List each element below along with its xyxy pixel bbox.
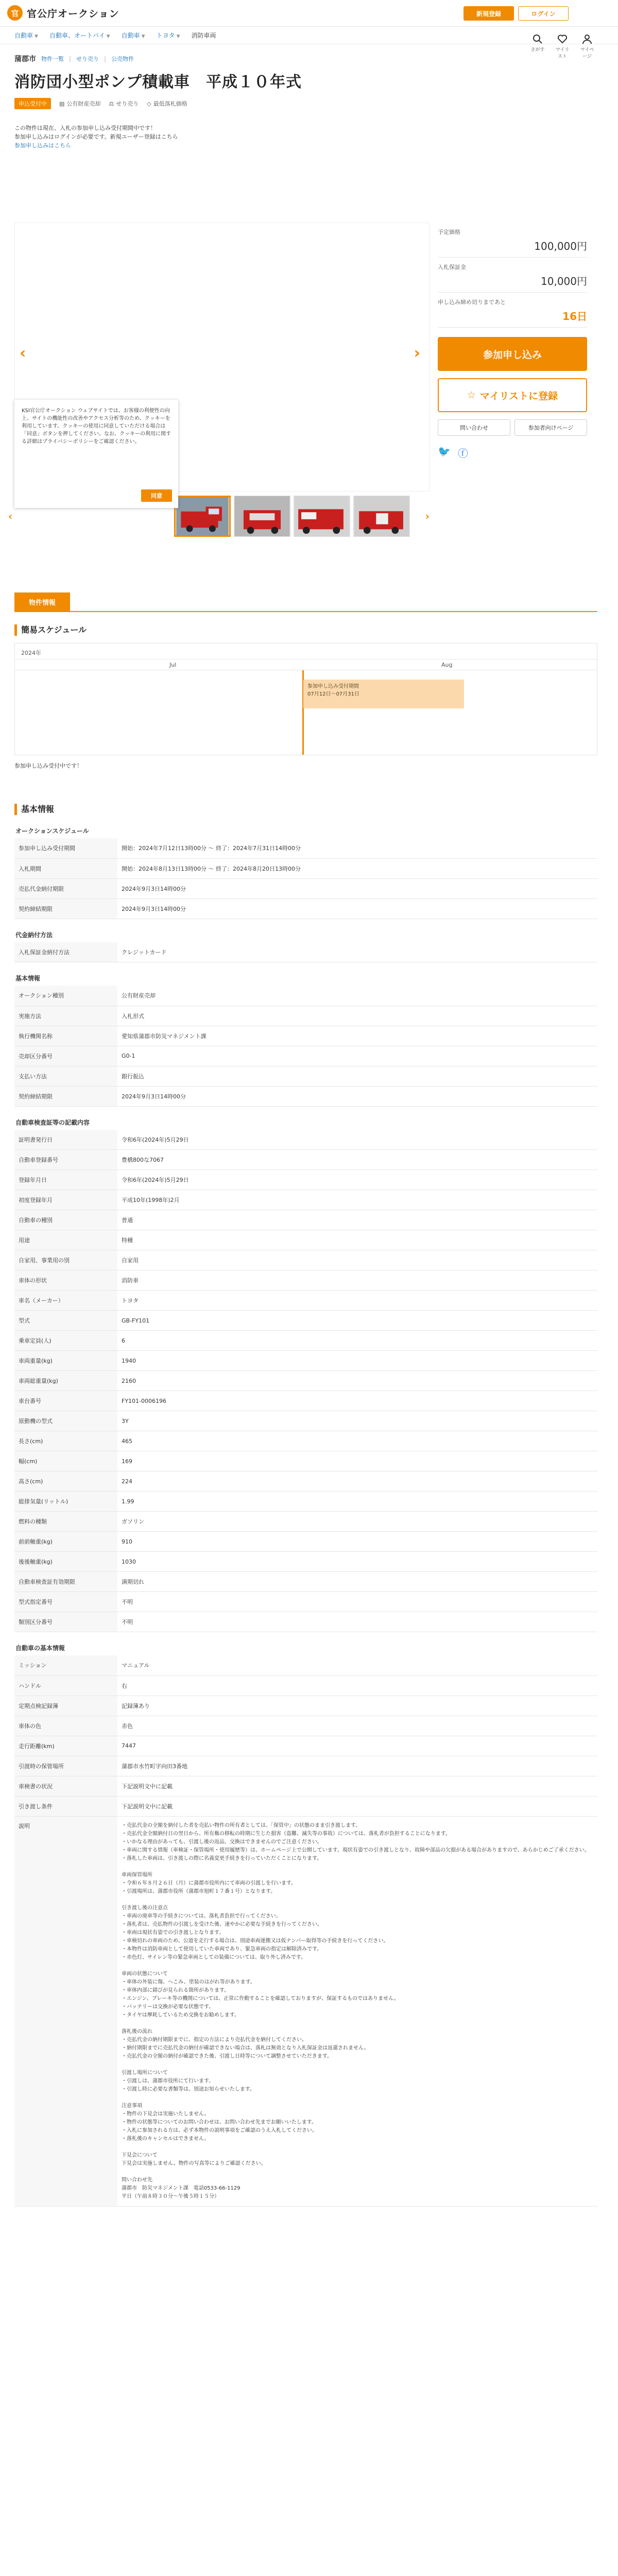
table-row [14,1592,597,1612]
row-key: 自動車の種別 [14,1210,117,1230]
info-table [14,1655,597,1817]
table-row [14,1190,597,1210]
row-key: ハンドル [14,1675,117,1696]
info-groups [14,826,597,1817]
contact-button[interactable]: 問い合わせ [438,419,510,436]
table-row [14,1655,597,1675]
row-value: 入札形式 [117,1006,597,1026]
header-search-label: さがす [530,47,545,53]
login-button[interactable]: ログイン [518,6,569,21]
breadcrumb [14,54,604,64]
row-value: 3Y [117,1411,597,1431]
row-value: 1.99 [117,1492,597,1512]
row-value: 1030 [117,1552,597,1572]
row-key: 後後軸重(kg) [14,1552,117,1572]
category-nav-item[interactable] [157,31,180,40]
apply-link[interactable]: 参加申し込みはこちら [14,142,71,149]
status-badge: 申込受付中 [14,98,51,109]
group-title: 代金納付方法 [15,931,53,939]
participant-page-button[interactable]: 参加者向けページ [514,419,587,436]
row-value: 令和6年(2024年)5月29日 [117,1130,597,1150]
table-row [14,899,597,919]
table-row [14,1796,597,1816]
timeline-bar-title: 参加申し込み受付期間 [307,684,359,689]
row-value: マニュアル [117,1655,597,1675]
thumbnail[interactable] [234,496,290,537]
row-key: 定期点検記録簿 [14,1696,117,1716]
meta-item-label: せり売り [116,100,139,107]
info-table [14,1130,597,1633]
row-value: 満期切れ [117,1572,597,1592]
schedule-timeline [14,643,597,755]
category-nav-label: 自動車、オートバイ [49,32,105,39]
table-row [14,1006,597,1026]
info-table [14,942,597,963]
table-row [14,1411,597,1431]
thumbnail[interactable] [294,496,350,537]
category-nav-label: トヨタ [156,32,175,39]
header-mylist-label: マイリスト [555,47,570,59]
row-value: 蒲郡市水竹町字向田3番地 [117,1756,597,1776]
row-value: 2024年9月3日14時00分 [117,899,597,919]
group-title: 自動車の基本情報 [15,1645,65,1652]
deposit-label: 入札保証金 [438,264,466,270]
bid-panel [438,223,587,460]
table-row [14,1716,597,1736]
row-value: 右 [117,1675,597,1696]
row-key: 総排気量(リットル) [14,1492,117,1512]
next-photo-button[interactable]: › [414,344,420,362]
table-row [14,1086,597,1106]
category-nav-label: 自動車 [14,32,33,39]
timeline-bar [303,680,464,708]
row-value: 465 [117,1431,597,1451]
table-row [14,1696,597,1716]
row-value: 下記説明文中に記載 [117,1776,597,1796]
chevron-down-icon: ▼ [176,34,180,39]
row-key: 前前軸重(kg) [14,1532,117,1552]
row-key: 長さ(cm) [14,1431,117,1451]
row-value: 224 [117,1471,597,1492]
row-value: 愛知県蒲郡市防災マネジメント課 [117,1026,597,1046]
table-row [14,1776,597,1796]
fire-truck-photo [294,496,350,536]
row-key: 車両重量(kg) [14,1351,117,1371]
row-key: 自動車検査証有効期限 [14,1572,117,1592]
table-row [14,1451,597,1471]
table-row [14,1046,597,1066]
info-table [14,838,597,919]
apply-notice [14,124,604,150]
row-value: 特種 [117,1230,597,1250]
fire-truck-photo [354,496,409,536]
row-key: 初度登録年月 [14,1190,117,1210]
table-row [14,1150,597,1170]
logo-text: 官公庁オークション [27,8,119,20]
row-value: 普通 [117,1210,597,1230]
row-key: 自家用、事業用の別 [14,1250,117,1270]
row-value: FY101-0006196 [117,1391,597,1411]
table-row [14,1210,597,1230]
cookie-text: KSI官公庁オークション ウェブサイトでは、お客様の利便性の向上、サイトの機能性の改善やアクセス分析等のため、クッキーを利用しています。クッキーの使用に同意していただける場合は「同意」ボタンを押してください。なお、クッキーの利用に関する詳細はプライバシーポリシーをご確認ください。 [22,408,171,445]
table-row [14,1230,597,1250]
row-key: 証明書発行日 [14,1130,117,1150]
table-row [14,1675,597,1696]
row-value: 1940 [117,1351,597,1371]
table-row [14,1351,597,1371]
row-key: 契約締結期限 [14,899,117,919]
row-value: 銀行振込 [117,1066,597,1086]
row-key: 参加申し込み受付期間 [14,838,117,858]
breadcrumb-item[interactable]: せり売り [76,56,99,62]
table-row [14,1130,597,1150]
meta-item-label: 最低落札価格 [153,100,187,107]
timeline-months [15,659,597,670]
description-text: ・売払代金の全額を納付した者を売払い物件の所有者としては、「保管中」の状態のまま引き渡します。 ・売払代金全額納付日の翌日から、所有権の移転の時期に生じた損害（盗難、滅失等の事故）については、落札者が負担することになります。 ・いかなる理由があっても、引渡し後の返品、交換はできませんのでご注意ください。 ・車両に関する情報（車検証・保管場所・使用履歴等）は、ホームページ上で公開しています。現状有姿での引き渡しとなり、故障や部品の欠損がある場合がありますので、あらかじめご了承ください。 ・落札した車両は、引き渡しの際に名義変更手続きを行っていただくことになります。 車両保管場所 ・令和６年８月２６日（月）に蒲郡市役所内にて車両の引渡しを行います。 ・引渡場所は、蒲郡市役所（蒲郡市旭町１７番１号）となります。 引き渡し後の注意点 ・車両の廃車等の手続きについては、落札者負担で行ってください。 ・落札者は、売払物件の引渡しを受けた後、速やかに必要な手続きを行ってください。 ・車両は現状有姿での引き渡しとなります。 ・車検切れの車両のため、公道を走行する場合は、別途車両運搬又は仮ナンバー取得等の手続きを行ってください。 ・本物件は消防車両として使用していた車両であり、緊急車両の指定は解除済みです。 ・赤色灯、サイレン等の緊急車両としての装備については、取り外し済みです。 車両の状態について ・車体の外装に傷、へこみ、塗装のはがれ等があります。 ・車体内部に錆びが見られる箇所があります。 ・エンジン、ブレーキ等の機関については、正常に作動することを確認しておりますが、保証するものではありません。 ・バッテリーは交換が必要な状態です。 ・タイヤは摩耗しているため交換をお勧めします。 落札後の流れ ・売払代金の納付期限までに、指定の方法により売払代金を納付してください。 ・納付期限までに売払代金の納付が確認できない場合は、落札は無効となり入札保証金は返還されません。 ・売払代金の全額の納付が確認できた後、引渡し日時等について調整させていただきます。 引渡し場所について ・引渡しは、蒲郡市役所にて行います。 ・引渡し時に必要な書類等は、別途お知らせいたします。 注意事項 ・物件の下見会は実施いたしません。 ・物件の状態等についてのお問い合わせは、お問い合わせ先までお願いいたします。 ・入札に参加される方は、必ず本物件の説明事項をご確認のうえ入札してください。 ・落札後のキャンセルはできません。 下見会について 下見会は実施しません。物件の写真等によりご確認ください。 問い合わせ先 蒲郡市 防災マネジメント課 電話0533-66-1129 平日（午前８時３０分～午後５時１５分） [122,1822,590,2199]
gavel-icon: ⚖ [109,100,114,107]
breadcrumb-item[interactable]: 物件一覧 [41,56,64,62]
breadcrumb-item[interactable]: 公売物件 [111,56,134,62]
category-nav-label: 自動車 [121,32,140,39]
row-value: 6 [117,1331,597,1351]
row-key: 入札期間 [14,858,117,878]
row-value: 2160 [117,1371,597,1391]
row-key: 引き渡し条件 [14,1796,117,1816]
deposit-value: 10,000円 [541,275,587,287]
row-key: 入札保証金納付方法 [14,942,117,962]
header-mypage-label: マイページ [580,47,594,59]
breadcrumb-separator: | [104,55,107,62]
group-title: 自動車検査証等の記載内容 [15,1118,90,1126]
category-nav [0,27,618,44]
row-value: 赤色 [117,1716,597,1736]
row-value: 令和6年(2024年)5月29日 [117,1170,597,1190]
row-key: 型式指定番号 [14,1592,117,1612]
tab-item-info[interactable]: 物件情報 [14,592,70,611]
timeline-month: Jul [169,662,177,668]
table-row [14,1612,597,1632]
row-value: 自家用 [117,1250,597,1270]
table-row [14,1331,597,1351]
apply-button[interactable]: 参加申し込み [438,337,587,371]
row-value: トヨタ [117,1291,597,1311]
item-header [0,44,618,150]
notice-line: 参加申し込みはログインが必要です。新規ユーザー登録はこちら [14,133,178,140]
deposit-row [438,258,587,293]
table-row [14,1066,597,1086]
row-value: 消防車 [117,1270,597,1291]
row-key: 走行距離(km) [14,1736,117,1756]
row-key: 車名（メーカー） [14,1291,117,1311]
table-row [14,1756,597,1776]
facebook-icon[interactable]: ⓕ [457,447,468,460]
start-price-label: 予定価格 [438,229,460,235]
table-row [14,1552,597,1572]
thumbnail[interactable] [353,496,410,537]
row-value: 169 [117,1451,597,1471]
thumbnail-strip [174,496,410,537]
table-row [14,878,597,899]
table-row [14,1371,597,1391]
deadline-row [438,293,587,328]
chevron-down-icon: ▼ [106,34,110,39]
section-title: 基本情報 [14,804,597,815]
deadline-value: 16日 [562,310,587,323]
meta-item [59,99,100,108]
tag-icon: ◇ [147,100,151,107]
add-to-mylist-label: マイリストに登録 [479,390,558,402]
table-row [14,1431,597,1451]
table-row [14,1572,597,1592]
notice-line: この物件は現在、入札の参加申し込み受付期間中です！ [14,125,156,131]
row-key: 車体の形状 [14,1270,117,1291]
category-nav-item[interactable] [49,31,110,40]
table-row [14,1471,597,1492]
row-key: 高さ(cm) [14,1471,117,1492]
row-key: 執行機関名称 [14,1026,117,1046]
row-key: 乗車定員(人) [14,1331,117,1351]
social-share [438,445,587,460]
row-key: 類別区分番号 [14,1612,117,1632]
meta-item [109,99,139,108]
row-value: GB-FY101 [117,1311,597,1331]
chevron-down-icon: ▼ [35,34,38,39]
row-key: 売払代金納付期限 [14,878,117,899]
row-value: 公有財産売却 [117,986,597,1006]
row-key: 車体の色 [14,1716,117,1736]
info-table [14,986,597,1107]
row-key: 自動車登録番号 [14,1150,117,1170]
star-icon: ☆ [467,389,476,401]
row-key: オークション種別 [14,986,117,1006]
row-value: 開始：2024年8月13日13時00分 ～ 終了：2024年8月20日13時00分 [117,858,597,878]
secondary-actions [438,419,587,436]
table-row [14,1391,597,1411]
category-nav-item[interactable] [122,31,145,40]
row-key: ミッション [14,1655,117,1675]
category-nav-current: 消防車両 [191,32,216,39]
row-value: 豊橋800な7067 [117,1150,597,1170]
row-key: 原動機の型式 [14,1411,117,1431]
row-value: 不明 [117,1592,597,1612]
meta-item-label: 公有財産売却 [66,100,101,107]
document-icon: ▤ [59,100,65,107]
meta-item [147,99,187,108]
logo-mark: 官 [7,5,23,21]
group-title: オークションスケジュール [15,827,89,835]
fire-truck-photo [234,496,290,536]
table-row [14,1250,597,1270]
table-row [14,986,597,1006]
thumbnail[interactable] [174,496,231,537]
prev-photo-button[interactable]: ‹ [20,344,26,362]
cookie-agree-button[interactable]: 同意 [141,489,172,502]
table-row [14,858,597,878]
page-title: 消防団小型ポンプ積載車 平成１０年式 [14,73,302,91]
schedule-section [14,624,597,770]
breadcrumb-org[interactable]: 蒲郡市 [14,55,36,63]
row-key: 契約締結期限 [14,1086,117,1106]
table-row [14,1736,597,1756]
row-key: 実施方法 [14,1006,117,1026]
row-value: 開始：2024年7月12日13時00分 ～ 終了：2024年7月31日14時00分 [117,838,597,858]
thumb-next-button[interactable]: › [425,510,430,522]
table-row [14,1532,597,1552]
row-key: 支払い方法 [14,1066,117,1086]
row-key: 登録年月日 [14,1170,117,1190]
section-title: 簡易スケジュール [14,624,597,636]
fire-truck-photo [176,497,229,535]
row-value: 2024年9月3日14時00分 [117,1086,597,1106]
basic-info-section [14,804,597,2207]
row-value: 不明 [117,1612,597,1632]
table-row [14,1291,597,1311]
table-row [14,1170,597,1190]
table-row [14,1026,597,1046]
timeline-bar-dates: 07月12日～07月31日 [307,691,359,697]
table-row [14,1492,597,1512]
chevron-down-icon: ▼ [141,34,145,39]
table-row [14,1311,597,1331]
table-row [14,1512,597,1532]
cookie-consent-banner [14,400,178,508]
table-row [14,942,597,962]
row-key: 車台番号 [14,1391,117,1411]
schedule-note: 参加申し込み受付中です！ [14,762,82,769]
row-key: 用途 [14,1230,117,1250]
row-value: G0-1 [117,1046,597,1066]
row-value: 910 [117,1532,597,1552]
start-price-row [438,223,587,258]
thumb-prev-button[interactable]: ‹ [8,510,13,522]
row-value: 下記説明文中に記載 [117,1796,597,1816]
table-row [14,1270,597,1291]
timeline-year: 2024年 [21,650,41,656]
row-key: 車検書の状況 [14,1776,117,1796]
start-price-value: 100,000円 [534,240,587,252]
register-button[interactable]: 新規登録 [464,6,514,21]
deadline-label: 申し込み締め切りまであと [438,299,506,306]
twitter-icon[interactable]: 🐦 [438,445,451,457]
row-value: ガソリン [117,1512,597,1532]
site-logo[interactable] [7,5,119,21]
group-title: 基本情報 [15,975,41,982]
description-row [14,1817,597,2207]
row-key: 引渡時の保管場所 [14,1756,117,1776]
add-to-mylist-button[interactable] [438,378,587,412]
timeline-month: Aug [441,662,453,668]
row-value: 7447 [117,1736,597,1756]
breadcrumb-separator: | [69,55,72,62]
row-value: 記録簿あり [117,1696,597,1716]
row-key: 燃料の種類 [14,1512,117,1532]
row-key: 幅(cm) [14,1451,117,1471]
row-value: クレジットカード [117,942,597,962]
table-row [14,838,597,858]
row-value: 平成10年(1998年)2月 [117,1190,597,1210]
row-value: 2024年9月3日14時00分 [117,878,597,899]
row-key: 車両総重量(kg) [14,1371,117,1391]
site-header [0,0,618,27]
category-nav-item[interactable] [14,31,38,40]
row-key: 型式 [14,1311,117,1331]
description-label: 説明 [14,1817,117,2206]
detail-tabs [14,594,597,612]
item-meta [14,98,604,109]
row-key: 売却区分番号 [14,1046,117,1066]
